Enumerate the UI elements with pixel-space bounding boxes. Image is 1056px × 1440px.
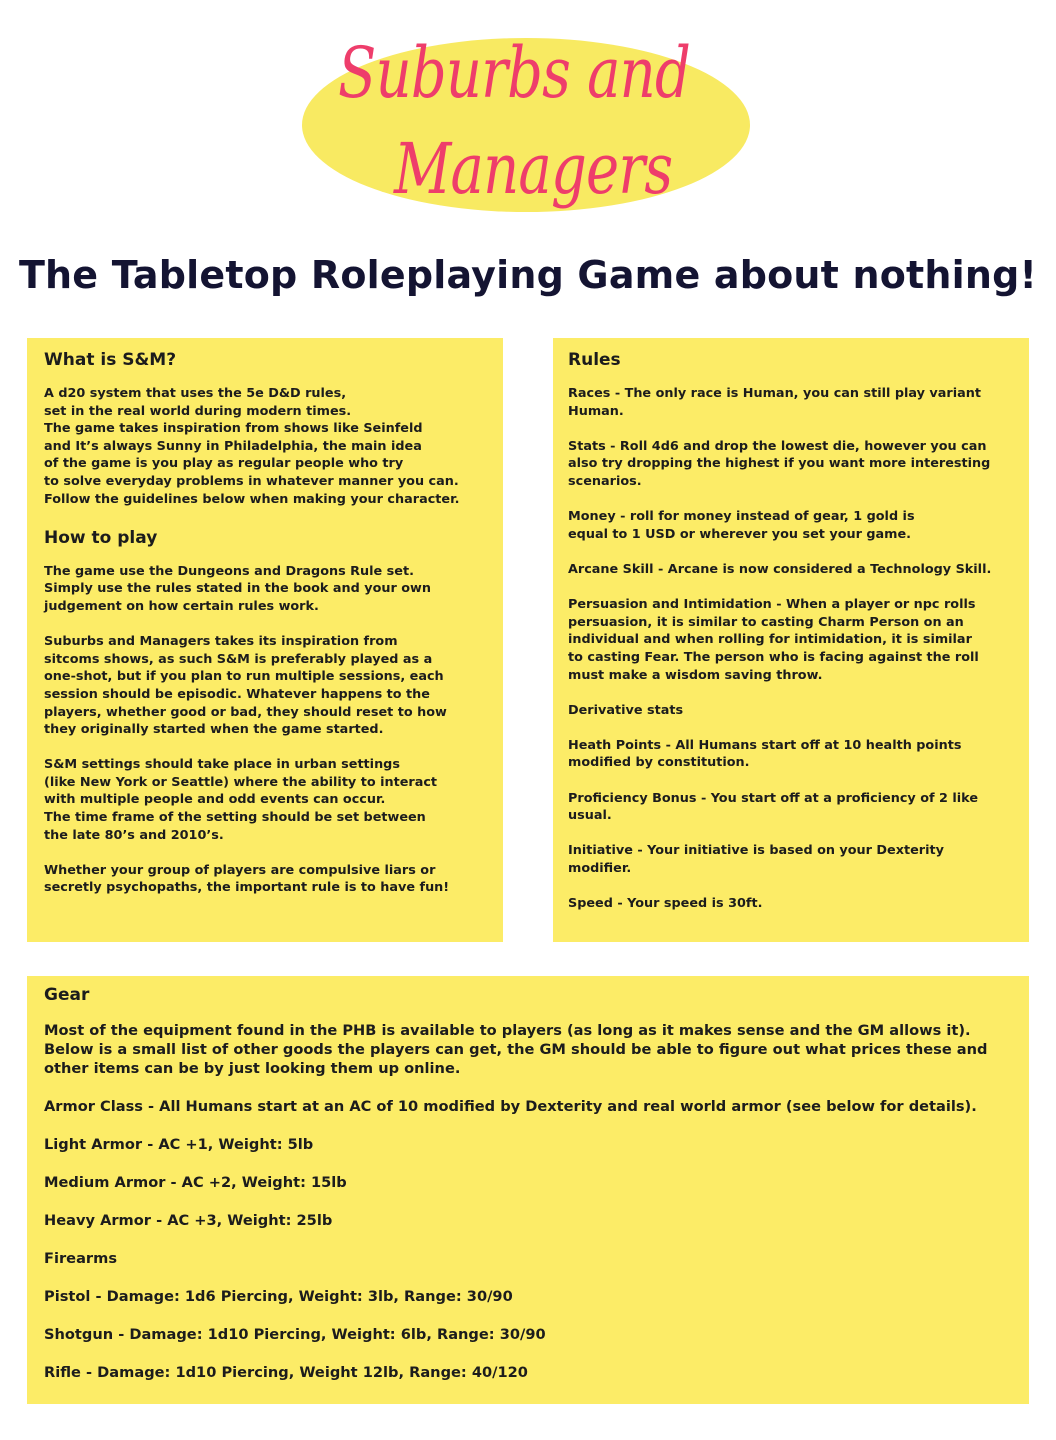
gear-heading: Gear [44, 985, 90, 1005]
gear-medium-armor: Medium Armor - AC +2, Weight: 15lb [44, 1174, 347, 1191]
logo-title-line-2: Managers [394, 128, 673, 210]
how-to-play-paragraph-1: The game use the Dungeons and Dragons Rule set. Simply use the rules stated in the book and your own judgement on how certain rules work. [44, 563, 431, 614]
how-to-play-paragraph-3: S&M settings should take place in urban settings (like New York or Seattle) where the ability to interact with multiple people and odd events can occur. The time frame of the setting should be set between the late 80’s and 2010’s. [44, 757, 438, 843]
rule-persuasion-intimidation: Persuasion and Intimidation - When a player or npc rolls persuasion, it is similar to casting Charm Person on an individual and when rolling for intimidation, it is similar to casting Fear. The person who is facing against the roll must make a wisdom saving throw. [568, 597, 979, 683]
gear-shotgun: Shotgun - Damage: 1d10 Piercing, Weight: 6lb, Range: 30/90 [44, 1326, 546, 1343]
rule-money: Money - roll for money instead of gear, 1 gold is equal to 1 USD or wherever you set your game. [568, 509, 915, 542]
how-to-play-heading: How to play [44, 527, 158, 548]
rule-proficiency-bonus: Proficiency Bonus - You start off at a proficiency of 2 like usual. [568, 790, 979, 824]
logo-title-line-1: Suburbs and [338, 32, 691, 114]
rule-arcane-skill: Arcane Skill - Arcane is now considered a Technology Skill. [568, 561, 992, 577]
rule-health-points: Heath Points - All Humans start off at 10 health points modified by constitution. [568, 737, 962, 771]
rule-initiative: Initiative - Your initiative is based on your Dexterity modifier. [568, 843, 944, 877]
gear-heavy-armor: Heavy Armor - AC +3, Weight: 25lb [44, 1212, 333, 1229]
rule-races: Races - The only race is Human, you can still play variant Human. [568, 386, 981, 419]
gear-armor-class: Armor Class - All Humans start at an AC of 10 modified by Dexterity and real world armor (see below for details). [44, 1098, 977, 1115]
rules-panel [553, 338, 1029, 942]
what-is-heading: What is S&M? [44, 350, 177, 370]
gear-rifle: Rifle - Damage: 1d10 Piercing, Weight 12lb, Range: 40/120 [44, 1364, 528, 1381]
gear-firearms: Firearms [44, 1250, 118, 1267]
rule-stats: Stats - Roll 4d6 and drop the lowest die, however you can also try dropping the highest if you want more interesting scenarios. [568, 438, 991, 489]
gear-pistol: Pistol - Damage: 1d6 Piercing, Weight: 3lb, Range: 30/90 [44, 1288, 513, 1305]
title-logo [302, 32, 750, 212]
rule-speed: Speed - Your speed is 30ft. [568, 896, 763, 912]
what-is-paragraph: A d20 system that uses the 5e D&D rules, set in the real world during modern times. The game takes inspiration from shows like Seinfeld and It’s always Sunny in Philadelphia, the main idea of the game is you play as regular people who try to solve everyday problems in whatever manner you can. Follow the guidelines below when making your character. [44, 386, 460, 507]
gear-light-armor: Light Armor - AC +1, Weight: 5lb [44, 1136, 314, 1153]
what-is-panel [27, 338, 503, 942]
how-to-play-paragraph-4: Whether your group of players are compulsive liars or secretly psychopaths, the important rule is to have fun! [44, 862, 450, 896]
gear-intro: Most of the equipment found in the PHB is available to players (as long as it makes sense and the GM allows it). Below is a small list of other goods the players can get, the GM should be able to figure out what prices these and other items can be by just looking them up online. [44, 1022, 988, 1077]
rules-heading: Rules [568, 350, 621, 370]
page-tagline: The Tabletop Roleplaying Game about nothing! [18, 253, 1038, 297]
gear-panel [27, 976, 1029, 1404]
how-to-play-paragraph-2: Suburbs and Managers takes its inspiration from sitcoms shows, as such S&M is preferably played as a one-shot, but if you plan to run multiple sessions, each session should be episodic. Whatever happens to the players, whether good or bad, they should reset to how they originally started when the game started. [44, 634, 447, 738]
rule-derivative-stats: Derivative stats [568, 702, 684, 718]
